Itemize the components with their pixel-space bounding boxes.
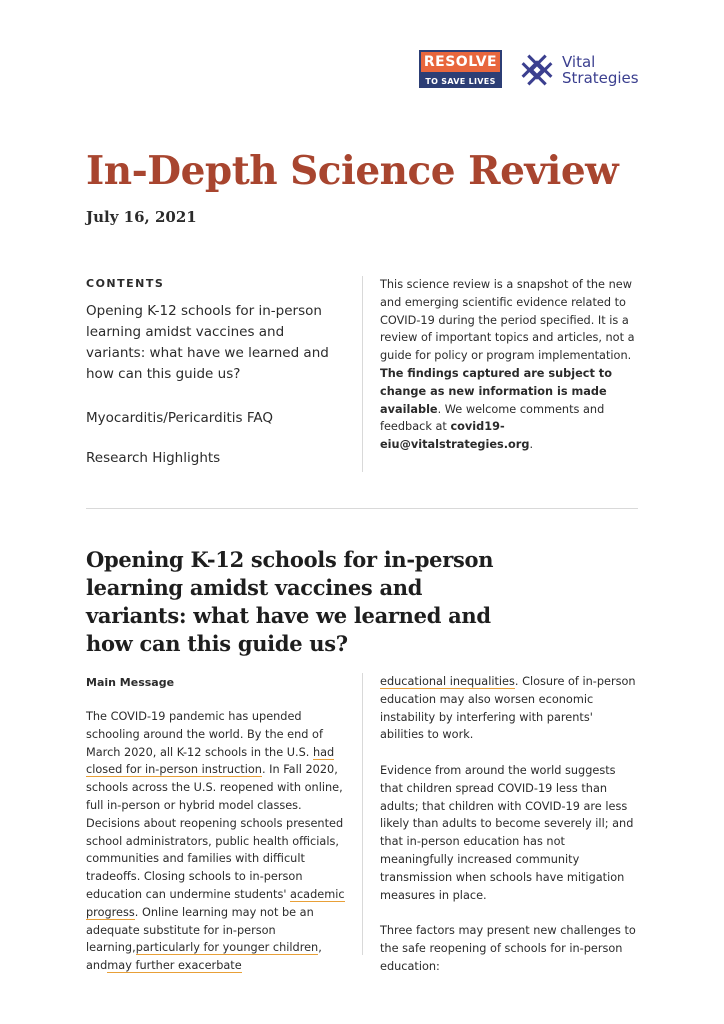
resolve-to-save-lives-logo (419, 50, 502, 88)
intro-text-end: . (529, 438, 534, 452)
body-paragraph-evidence: Evidence from around the world suggests that children spread COVID-19 less than adults; that children with COVID-19 are less likely than adults to become severely ill; and that in-person education has not meaningfully increased community transmission when schools have mitigation measures in place. (380, 763, 634, 902)
body-column-left (86, 708, 350, 975)
contents-link-myocarditis[interactable]: Myocarditis/Pericarditis FAQ (86, 410, 273, 426)
contents-link-opening-schools[interactable]: Opening K-12 schools for in-person learning amidst vaccines and variants: what have we learned and how can this guide us? (86, 303, 329, 382)
section-divider (86, 508, 638, 509)
link-younger-children[interactable]: particularly for younger children (135, 941, 319, 955)
vital-strategies-mark-icon (518, 51, 556, 89)
body-text-continued: . Closure of in-person education may also worsen economic instability by interfering with parents' abilities to work. (380, 675, 636, 742)
publication-date: July 16, 2021 (86, 208, 197, 226)
body-text: , and (86, 941, 322, 973)
contents-heading: CONTENTS (86, 277, 165, 290)
body-text: . In Fall 2020, schools across the U.S. reopened with online, full in-person or hybrid model classes. Decisions about reopening schools presented school administrators, public health officials, communities and families with difficult tradeoffs. Closing schools to in-person education can undermine students' (86, 763, 344, 901)
link-had-closed[interactable]: had closed for in-person instruction (86, 745, 335, 777)
intro-disclaimer (380, 276, 638, 454)
intro-text-2: . We welcome comments and feedback at (380, 402, 605, 434)
contact-email-link[interactable]: covid19-eiu@vitalstrategies.org (380, 420, 530, 452)
vital-strategies-wordmark (562, 54, 639, 86)
link-educational-inequalities[interactable]: may further exacerbate (107, 959, 242, 973)
intro-bold-text: The findings captured are subject to change as new information is made available (380, 366, 612, 416)
vital-strategies-logo (518, 50, 642, 90)
body-column-right (380, 673, 638, 993)
column-divider-bottom (362, 673, 363, 955)
link-academic-progress[interactable]: academic progress (86, 887, 345, 919)
body-paragraph-factors: Three factors may present new challenges to the safe reopening of schools for in-person education: (380, 924, 636, 973)
contents-link-research-highlights[interactable]: Research Highlights (86, 450, 221, 466)
page-title: In-Depth Science Review (86, 148, 619, 194)
main-message-label: Main Message (86, 676, 175, 689)
column-divider-top (362, 276, 363, 472)
vital-wordmark-line1: Vital (562, 53, 596, 71)
body-paragraph-continued (380, 673, 638, 744)
section-title: Opening K-12 schools for in-person learning amidst vaccines and variants: what have we learned and how can this guide us? (86, 547, 494, 656)
vital-wordmark-line2: Strategies (562, 69, 639, 87)
resolve-logo-text: RESOLVE (419, 50, 502, 74)
intro-text: This science review is a snapshot of the new and emerging scientific evidence related to COVID-19 during the period specified. It is a review of important topics and articles, not a guide for policy or program implementation. (380, 278, 635, 363)
resolve-logo-subtext: TO SAVE LIVES (419, 74, 502, 88)
body-text: The COVID-19 pandemic has upended schooling around the world. By the end of March 2020, all K-12 schools in the U.S. (86, 710, 323, 759)
link-educational-inequalities-cont[interactable]: educational inequalities (380, 675, 515, 688)
body-text: . Online learning may not be an adequate substitute for in-person learning, (86, 905, 314, 955)
